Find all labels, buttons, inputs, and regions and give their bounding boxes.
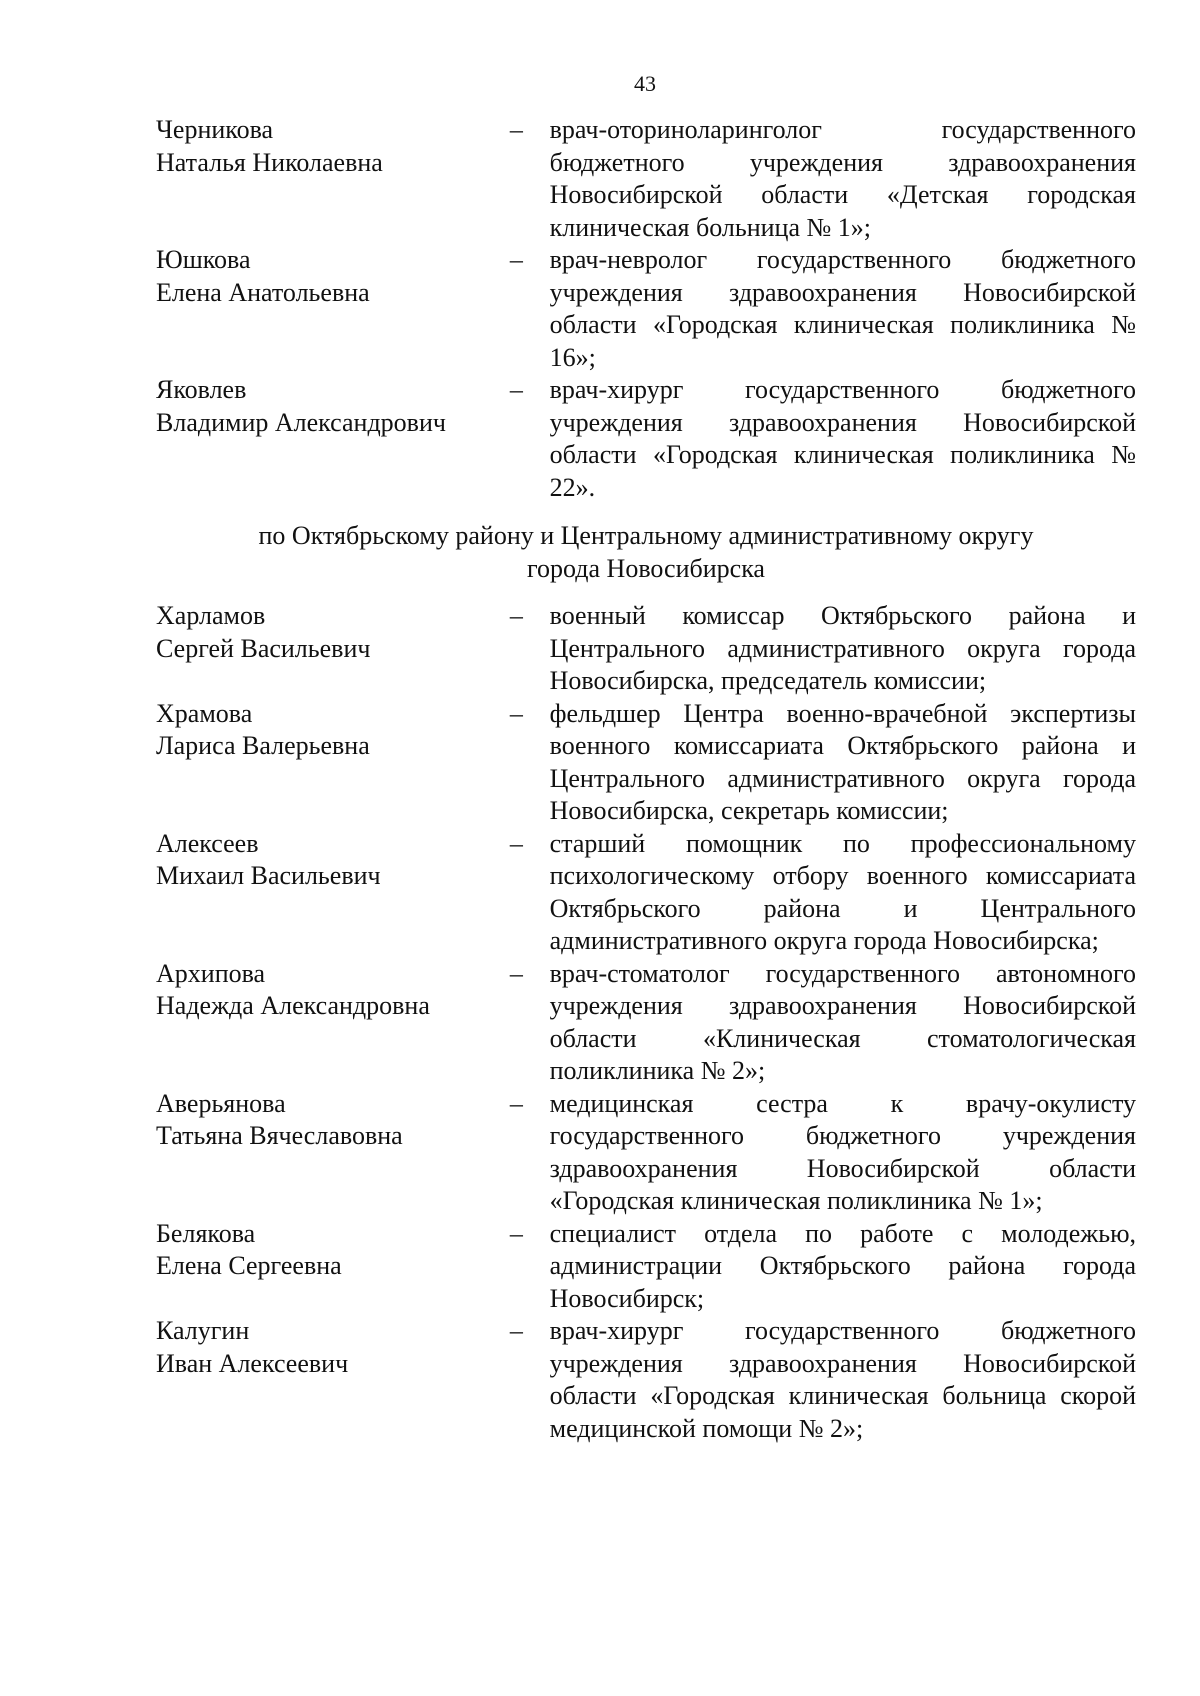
member-name: [156, 1088, 504, 1218]
member-given-names: Елена Анатольевна: [156, 277, 370, 307]
member-position: специалист отдела по работе с молодежью, администрации Октябрьского района города Новосибирск;: [549, 1218, 1136, 1313]
member-name: [156, 374, 504, 504]
member-surname: Яковлев: [156, 375, 247, 404]
dash-separator: –: [509, 375, 523, 404]
member-entry: [156, 600, 1136, 698]
member-position: врач-оториноларинголог государственного бюджетного учреждения здравоохранения Новосибирской области «Детская городская клиническая больница № 1»;: [549, 115, 1136, 242]
member-entry: [156, 244, 1136, 374]
member-entry: [156, 1088, 1136, 1218]
dash-separator: –: [509, 1088, 523, 1118]
member-given-names: Елена Сергеевна: [156, 1251, 342, 1280]
member-position: старший помощник по профессиональному психологическому отбору военного комиссариата Октябрьского района и Центрального административного округа города Новосибирска;: [549, 828, 1136, 955]
member-position: врач-хирург государственного бюджетного учреждения здравоохранения Новосибирской области «Городская клиническая поликлиника № 22».: [549, 375, 1136, 502]
member-entry: [156, 114, 1136, 244]
member-given-names: Надежда Александровна: [156, 991, 430, 1020]
member-position: фельдшер Центра военно-врачебной экспертизы военного комиссариата Октябрьского района и Центрального административного округа города Новосибирска, секретарь комиссии;: [549, 698, 1136, 825]
member-surname: Алексеев: [156, 828, 259, 858]
member-entry: [156, 1218, 1136, 1316]
section-heading-line-2: города Новосибирска: [527, 553, 765, 583]
member-surname: Юшкова: [156, 245, 251, 274]
dash-separator: –: [509, 245, 523, 274]
dash-separator: –: [509, 698, 523, 728]
member-given-names: Иван Алексеевич: [156, 1348, 349, 1378]
dash-separator: –: [509, 601, 523, 630]
member-name: [156, 1315, 504, 1445]
member-entry: [156, 1315, 1136, 1445]
member-surname: Черникова: [156, 115, 274, 144]
member-surname: Харламов: [156, 601, 266, 630]
section-heading: [156, 520, 1136, 585]
member-given-names: Сергей Васильевич: [156, 633, 371, 663]
dash-separator: –: [509, 1316, 523, 1345]
member-position: врач-стоматолог государственного автономного учреждения здравоохранения Новосибирской области «Клиническая стоматологическая поликлиника № 2»;: [549, 958, 1136, 1085]
dash-separator: –: [509, 958, 523, 988]
member-name: [156, 600, 504, 698]
page-number: 43: [634, 71, 656, 96]
member-position: врач-хирург государственного бюджетного учреждения здравоохранения Новосибирской области «Городская клиническая больница скорой медицинской помощи № 2»;: [549, 1316, 1136, 1443]
member-list-oktyabrsky-section: [156, 600, 1136, 1445]
member-surname: Белякова: [156, 1218, 256, 1248]
member-surname: Аверьянова: [156, 1088, 286, 1118]
member-position: военный комиссар Октябрьского района и Центрального административного округа города Новосибирска, председатель комиссии;: [549, 601, 1136, 695]
member-position: медицинская сестра к врачу-окулисту государственного бюджетного учреждения здравоохранения Новосибирской области «Городская клиническая поликлиника № 1»;: [549, 1088, 1136, 1215]
member-surname: Архипова: [156, 958, 266, 988]
member-list-previous-section: [156, 114, 1136, 504]
member-name: [156, 1218, 504, 1316]
dash-separator: –: [509, 828, 523, 858]
member-given-names: Наталья Николаевна: [156, 147, 383, 177]
member-name: [156, 958, 504, 1088]
member-entry: [156, 958, 1136, 1088]
member-position: врач-невролог государственного бюджетного учреждения здравоохранения Новосибирской области «Городская клиническая поликлиника № 16»;: [549, 245, 1136, 372]
member-given-names: Михаил Васильевич: [156, 861, 381, 890]
member-given-names: Лариса Валерьевна: [156, 731, 370, 760]
member-name: [156, 698, 504, 828]
dash-separator: –: [509, 1218, 523, 1248]
member-name: [156, 828, 504, 958]
member-entry: [156, 828, 1136, 958]
member-surname: Храмова: [156, 698, 253, 728]
member-name: [156, 244, 504, 374]
dash-separator: –: [509, 115, 523, 144]
member-surname: Калугин: [156, 1316, 250, 1345]
member-entry: [156, 374, 1136, 504]
member-entry: [156, 698, 1136, 828]
section-heading-line-1: по Октябрьскому району и Центральному административному округу: [258, 521, 1034, 550]
member-given-names: Владимир Александрович: [156, 407, 446, 437]
member-given-names: Татьяна Вячеславовна: [156, 1121, 403, 1150]
member-name: [156, 114, 504, 244]
